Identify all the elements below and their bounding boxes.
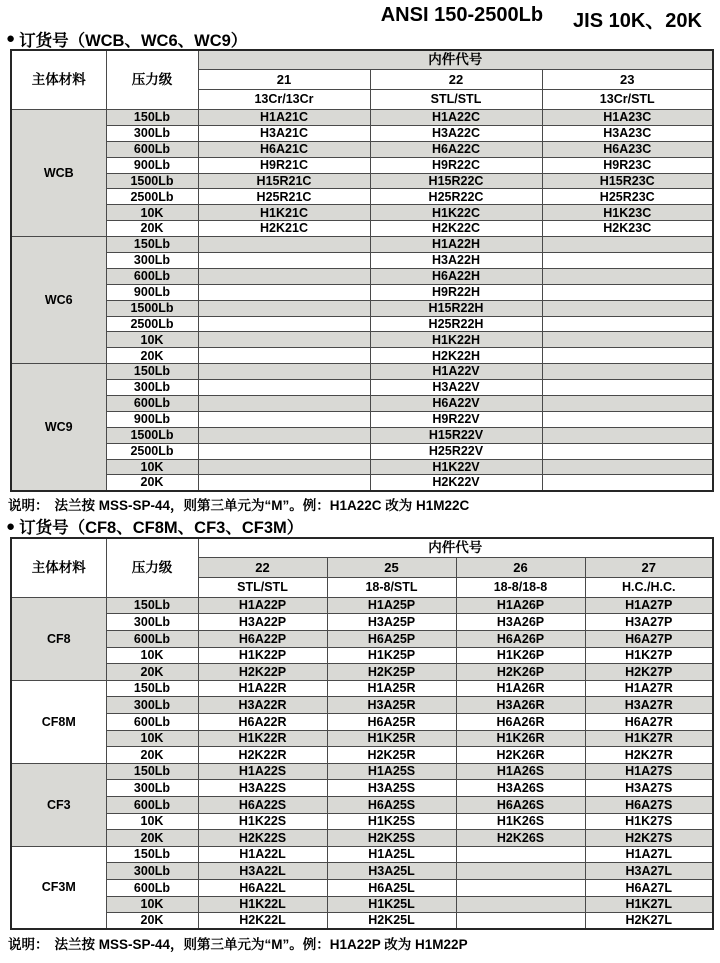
pressure-cell: 20K	[106, 747, 198, 764]
trim-code-span-header: 内件代号	[198, 50, 713, 70]
pressure-cell: 20K	[106, 913, 198, 930]
pressure-cell: 20K	[106, 475, 198, 491]
order-code-cell: H15R22V	[370, 427, 542, 443]
order-code-cell	[542, 427, 713, 443]
table-row	[11, 459, 713, 475]
material-column-header: 主体材料	[11, 538, 106, 598]
order-code-cell	[542, 237, 713, 253]
table-row	[11, 268, 713, 284]
order-code-cell: H2K26R	[456, 747, 585, 764]
table-row	[11, 411, 713, 427]
order-code-cell: H6A22L	[198, 879, 327, 896]
order-code-cell	[542, 443, 713, 459]
order-code-cell: H6A21C	[198, 141, 370, 157]
order-code-cell: H3A25S	[327, 780, 456, 797]
order-code-cell: H1K21C	[198, 205, 370, 221]
table-row	[11, 110, 713, 126]
order-code-cell: H3A26P	[456, 614, 585, 631]
pressure-cell: 150Lb	[106, 597, 198, 614]
pressure-cell: 300Lb	[106, 253, 198, 269]
material-cell: WC6	[11, 237, 106, 364]
pressure-cell: 150Lb	[106, 110, 198, 126]
material-cell: CF8M	[11, 680, 106, 763]
order-code-cell	[198, 332, 370, 348]
order-code-cell: H1K27R	[585, 730, 713, 747]
order-code-cell: H25R23C	[542, 189, 713, 205]
material-column-header: 主体材料	[11, 50, 106, 110]
trim-material-header: 13Cr/STL	[542, 90, 713, 110]
order-code-cell: H1K22V	[370, 459, 542, 475]
order-code-cell: H2K25R	[327, 747, 456, 764]
order-code-cell: H2K22H	[370, 348, 542, 364]
order-code-cell: H3A23C	[542, 125, 713, 141]
table-row	[11, 797, 713, 814]
order-code-cell: H1A27S	[585, 763, 713, 780]
trim-code-number-header: 27	[585, 557, 713, 577]
order-code-cell: H2K22R	[198, 747, 327, 764]
note-2	[0, 933, 720, 952]
trim-material-header: 13Cr/13Cr	[198, 90, 370, 110]
pressure-cell: 150Lb	[106, 846, 198, 863]
table-row	[11, 427, 713, 443]
order-code-cell	[198, 459, 370, 475]
order-code-cell: H2K26S	[456, 830, 585, 847]
table-row	[11, 364, 713, 380]
ansi-rating-title: ANSI 150-2500Lb	[380, 4, 544, 26]
order-code-cell: H15R22H	[370, 300, 542, 316]
table-row	[11, 173, 713, 189]
order-code-cell: H15R22C	[370, 173, 542, 189]
order-code-cell: H6A22V	[370, 396, 542, 412]
order-code-cell	[198, 396, 370, 412]
order-code-cell: H1K27P	[585, 647, 713, 664]
order-code-cell: H1A22C	[370, 110, 542, 126]
trim-code-number-header: 23	[542, 70, 713, 90]
table-row	[11, 380, 713, 396]
table-row	[11, 697, 713, 714]
trim-code-number-header: 25	[327, 557, 456, 577]
order-code-cell: H3A22P	[198, 614, 327, 631]
pressure-cell: 20K	[106, 221, 198, 237]
order-code-cell: H1K22R	[198, 730, 327, 747]
pressure-cell: 900Lb	[106, 157, 198, 173]
table-row	[11, 780, 713, 797]
trim-code-number-header: 21	[198, 70, 370, 90]
order-code-cell: H1A22S	[198, 763, 327, 780]
table-row	[11, 614, 713, 631]
note2-text: 法兰按 MSS-SP-44，则第三单元为“M”。例：H1A22P 改为 H1M22P	[54, 936, 468, 952]
order-code-cell: H25R22C	[370, 189, 542, 205]
order-code-cell	[198, 427, 370, 443]
pressure-cell: 300Lb	[106, 863, 198, 880]
pressure-column-header: 压力级	[106, 538, 198, 598]
order-code-cell: H6A26P	[456, 631, 585, 648]
table-row	[11, 714, 713, 731]
pressure-cell: 2500Lb	[106, 316, 198, 332]
order-code-cell: H1K22P	[198, 647, 327, 664]
order-code-cell: H25R22H	[370, 316, 542, 332]
order-code-cell: H9R22H	[370, 284, 542, 300]
trim-material-header: STL/STL	[370, 90, 542, 110]
material-cell: WC9	[11, 364, 106, 491]
order-code-cell: H1A21C	[198, 110, 370, 126]
order-code-cell: H3A27S	[585, 780, 713, 797]
pressure-cell: 900Lb	[106, 284, 198, 300]
order-code-cell: H2K25S	[327, 830, 456, 847]
jis-rating-title: JIS 10K、20K	[573, 10, 702, 32]
order-code-table-wcb-wc6-wc9	[10, 49, 714, 492]
order-code-cell: H3A27P	[585, 614, 713, 631]
trim-code-number-header: 22	[198, 557, 327, 577]
trim-code-span-header: 内件代号	[198, 538, 713, 558]
order-code-cell: H15R23C	[542, 173, 713, 189]
pressure-cell: 150Lb	[106, 237, 198, 253]
order-code-cell	[542, 475, 713, 491]
order-code-cell: H1A26R	[456, 680, 585, 697]
pressure-cell: 10K	[106, 896, 198, 913]
order-code-cell: H6A25S	[327, 797, 456, 814]
order-code-cell: H3A25L	[327, 863, 456, 880]
table-row	[11, 475, 713, 491]
order-code-cell: H1A22L	[198, 846, 327, 863]
order-code-cell: H1K27S	[585, 813, 713, 830]
order-code-cell: H6A27P	[585, 631, 713, 648]
order-code-cell	[542, 300, 713, 316]
order-code-cell: H1A26P	[456, 597, 585, 614]
table-row	[11, 348, 713, 364]
pressure-cell: 300Lb	[106, 780, 198, 797]
table-row	[11, 680, 713, 697]
order-code-cell: H6A22H	[370, 268, 542, 284]
order-code-cell: H2K23C	[542, 221, 713, 237]
table-row	[11, 125, 713, 141]
order-code-cell: H6A27L	[585, 879, 713, 896]
order-code-cell	[198, 300, 370, 316]
order-code-cell: H1A22V	[370, 364, 542, 380]
table-row	[11, 157, 713, 173]
order-code-cell	[542, 332, 713, 348]
pressure-cell: 20K	[106, 664, 198, 681]
pressure-cell: 20K	[106, 348, 198, 364]
note1-text: 法兰按 MSS-SP-44，则第三单元为“M”。例：H1A22C 改为 H1M22C	[54, 498, 470, 514]
order-code-cell: H1A27L	[585, 846, 713, 863]
table-row	[11, 443, 713, 459]
order-code-cell: H1K26S	[456, 813, 585, 830]
material-cell: CF3	[11, 763, 106, 846]
order-code-cell: H9R23C	[542, 157, 713, 173]
order-code-cell: H1K22H	[370, 332, 542, 348]
order-code-cell: H6A26R	[456, 714, 585, 731]
table-row	[11, 813, 713, 830]
order-code-cell	[198, 268, 370, 284]
pressure-cell: 10K	[106, 730, 198, 747]
trim-material-header: 18-8/18-8	[456, 577, 585, 597]
pressure-cell: 300Lb	[106, 697, 198, 714]
pressure-cell: 1500Lb	[106, 300, 198, 316]
trim-code-number-header: 22	[370, 70, 542, 90]
order-code-cell	[198, 364, 370, 380]
order-code-cell: H6A26S	[456, 797, 585, 814]
order-code-cell: H1K27L	[585, 896, 713, 913]
order-code-cell	[456, 879, 585, 896]
pressure-cell: 900Lb	[106, 411, 198, 427]
order-code-cell: H25R21C	[198, 189, 370, 205]
order-code-cell: H3A22L	[198, 863, 327, 880]
order-code-cell: H6A22R	[198, 714, 327, 731]
order-code-cell: H2K22P	[198, 664, 327, 681]
pressure-cell: 2500Lb	[106, 443, 198, 459]
order-code-cell: H25R22V	[370, 443, 542, 459]
order-code-cell	[542, 411, 713, 427]
order-code-cell	[542, 253, 713, 269]
pressure-cell: 600Lb	[106, 631, 198, 648]
order-code-cell	[542, 268, 713, 284]
order-code-cell	[198, 253, 370, 269]
order-code-cell: H6A25P	[327, 631, 456, 648]
order-code-cell: H3A21C	[198, 125, 370, 141]
trim-material-header: STL/STL	[198, 577, 327, 597]
order-code-cell: H2K27P	[585, 664, 713, 681]
order-code-cell: H1K25P	[327, 647, 456, 664]
order-code-cell: H1K25S	[327, 813, 456, 830]
pressure-cell: 300Lb	[106, 125, 198, 141]
order-code-cell	[198, 475, 370, 491]
material-cell: WCB	[11, 110, 106, 237]
pressure-cell: 150Lb	[106, 680, 198, 697]
pressure-cell: 600Lb	[106, 714, 198, 731]
table-row	[11, 863, 713, 880]
order-code-cell	[198, 284, 370, 300]
material-cell: CF8	[11, 597, 106, 680]
order-code-cell	[198, 237, 370, 253]
order-code-cell: H1K22S	[198, 813, 327, 830]
order-code-cell: H1A27R	[585, 680, 713, 697]
order-code-cell: H3A22C	[370, 125, 542, 141]
order-code-cell: H2K25P	[327, 664, 456, 681]
pressure-cell: 10K	[106, 647, 198, 664]
order-code-cell: H9R22C	[370, 157, 542, 173]
table-row	[11, 896, 713, 913]
pressure-cell: 600Lb	[106, 141, 198, 157]
order-code-cell: H6A27S	[585, 797, 713, 814]
order-code-cell: H2K27L	[585, 913, 713, 930]
table-row	[11, 830, 713, 847]
order-code-cell: H2K26P	[456, 664, 585, 681]
table-row	[11, 189, 713, 205]
order-code-cell: H3A25P	[327, 614, 456, 631]
order-code-cell	[456, 913, 585, 930]
order-code-cell: H1A26S	[456, 763, 585, 780]
note-1	[0, 495, 720, 514]
order-code-cell: H6A27R	[585, 714, 713, 731]
order-code-cell	[456, 896, 585, 913]
pressure-cell: 1500Lb	[106, 427, 198, 443]
pressure-cell: 2500Lb	[106, 189, 198, 205]
order-code-cell: H1K22L	[198, 896, 327, 913]
bullet-icon: ●	[6, 517, 16, 535]
table-row	[11, 253, 713, 269]
table-row	[11, 396, 713, 412]
bullet-icon: ●	[6, 30, 16, 47]
order-code-cell: H6A25L	[327, 879, 456, 896]
order-code-cell: H1K26P	[456, 647, 585, 664]
order-code-cell: H1A22R	[198, 680, 327, 697]
pressure-cell: 1500Lb	[106, 173, 198, 189]
order-code-cell: H2K22C	[370, 221, 542, 237]
order-code-cell: H1K25R	[327, 730, 456, 747]
table-row	[11, 913, 713, 930]
order-code-cell: H1A25L	[327, 846, 456, 863]
order-code-cell	[198, 348, 370, 364]
pressure-cell: 10K	[106, 813, 198, 830]
order-code-cell	[198, 380, 370, 396]
section2-title-label: 订货号（CF8、CF8M、CF3、CF3M）	[19, 519, 304, 538]
order-code-cell	[542, 396, 713, 412]
order-code-cell: H2K22L	[198, 913, 327, 930]
order-code-cell	[542, 284, 713, 300]
order-code-cell	[542, 348, 713, 364]
table-row	[11, 664, 713, 681]
order-code-cell: H1A22P	[198, 597, 327, 614]
pressure-cell: 600Lb	[106, 879, 198, 896]
material-cell: CF3M	[11, 846, 106, 929]
pressure-cell: 10K	[106, 332, 198, 348]
order-code-cell: H1A25P	[327, 597, 456, 614]
table-row	[11, 597, 713, 614]
pressure-cell: 10K	[106, 459, 198, 475]
table-row	[11, 141, 713, 157]
table-row	[11, 763, 713, 780]
order-code-cell: H2K25L	[327, 913, 456, 930]
order-code-cell: H6A22C	[370, 141, 542, 157]
order-code-cell: H2K21C	[198, 221, 370, 237]
pressure-column-header: 压力级	[106, 50, 198, 110]
table-row	[11, 221, 713, 237]
pressure-cell: 20K	[106, 830, 198, 847]
order-code-cell	[198, 411, 370, 427]
order-code-cell: H1K25L	[327, 896, 456, 913]
order-code-cell: H1A25S	[327, 763, 456, 780]
order-code-cell: H3A27R	[585, 697, 713, 714]
order-code-cell: H1A27P	[585, 597, 713, 614]
note2-label: 说明：	[8, 936, 49, 952]
order-code-cell: H1K26R	[456, 730, 585, 747]
pressure-cell: 300Lb	[106, 380, 198, 396]
note1-label: 说明：	[8, 498, 49, 514]
order-code-cell: H1A23C	[542, 110, 713, 126]
order-code-cell: H6A22P	[198, 631, 327, 648]
trim-material-header: 18-8/STL	[327, 577, 456, 597]
table-row	[11, 316, 713, 332]
order-code-cell: H2K22S	[198, 830, 327, 847]
table-row	[11, 332, 713, 348]
order-code-cell	[542, 380, 713, 396]
order-code-cell: H9R21C	[198, 157, 370, 173]
table-row	[11, 730, 713, 747]
pressure-cell: 150Lb	[106, 763, 198, 780]
pressure-cell: 10K	[106, 205, 198, 221]
pressure-cell: 150Lb	[106, 364, 198, 380]
order-code-cell: H3A27L	[585, 863, 713, 880]
pressure-cell: 600Lb	[106, 268, 198, 284]
order-code-cell	[456, 846, 585, 863]
order-code-cell: H3A26S	[456, 780, 585, 797]
order-code-cell: H3A22V	[370, 380, 542, 396]
order-code-cell: H6A23C	[542, 141, 713, 157]
order-code-cell: H3A22S	[198, 780, 327, 797]
order-code-cell: H2K22V	[370, 475, 542, 491]
order-code-cell: H2K27R	[585, 747, 713, 764]
order-code-cell: H2K27S	[585, 830, 713, 847]
order-code-cell	[542, 316, 713, 332]
table-row	[11, 300, 713, 316]
order-code-cell: H1K22C	[370, 205, 542, 221]
table-row	[11, 846, 713, 863]
order-code-cell: H1K23C	[542, 205, 713, 221]
order-code-cell: H6A25R	[327, 714, 456, 731]
order-code-cell: H6A22S	[198, 797, 327, 814]
table-row	[11, 237, 713, 253]
table-row	[11, 747, 713, 764]
order-code-cell	[198, 443, 370, 459]
order-code-cell	[198, 316, 370, 332]
section1-title-label: 订货号（WCB、WC6、WC9）	[19, 31, 248, 50]
order-code-cell: H9R22V	[370, 411, 542, 427]
table-row	[11, 647, 713, 664]
page-title	[0, 0, 720, 32]
order-code-table-cf8-cf8m-cf3-cf3m	[10, 537, 714, 930]
order-code-cell: H3A26R	[456, 697, 585, 714]
table-row	[11, 879, 713, 896]
order-code-cell: H1A22H	[370, 237, 542, 253]
order-code-cell	[456, 863, 585, 880]
order-code-cell: H15R21C	[198, 173, 370, 189]
section2-title	[0, 516, 720, 537]
pressure-cell: 600Lb	[106, 797, 198, 814]
trim-material-header: H.C./H.C.	[585, 577, 713, 597]
order-code-cell: H1A25R	[327, 680, 456, 697]
order-code-cell: H3A25R	[327, 697, 456, 714]
order-code-cell: H3A22H	[370, 253, 542, 269]
table-row	[11, 205, 713, 221]
table-row	[11, 284, 713, 300]
order-code-cell: H3A22R	[198, 697, 327, 714]
table-row	[11, 631, 713, 648]
order-code-cell	[542, 459, 713, 475]
pressure-cell: 600Lb	[106, 396, 198, 412]
pressure-cell: 300Lb	[106, 614, 198, 631]
trim-code-number-header: 26	[456, 557, 585, 577]
order-code-cell	[542, 364, 713, 380]
